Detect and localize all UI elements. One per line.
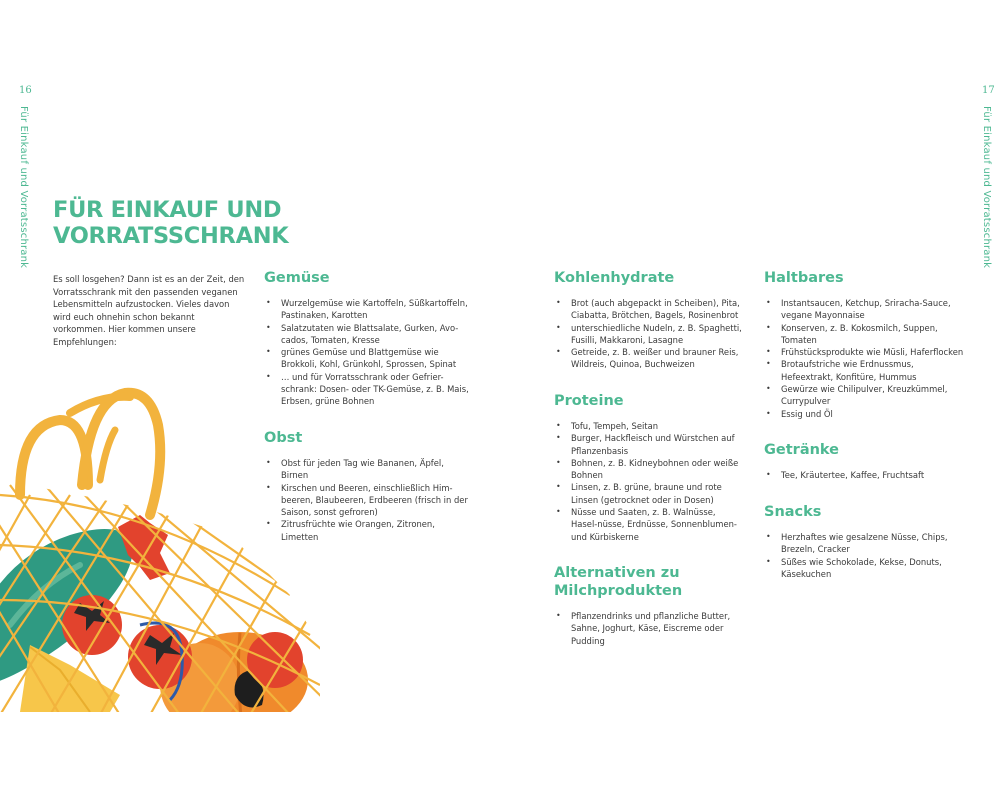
- list-item: • Zitrusfrüchte wie Orangen, Zitronen, Limetten: [264, 518, 469, 543]
- list-item: • Kirschen und Beeren, einschließlich Him-beeren, Blaubeeren, Erdbeeren (frisch in der Saison, sonst gefroren): [264, 482, 469, 519]
- list-item: • Brotaufstriche wie Erdnussmus, Hefeextrakt, Konfitüre, Hummus: [764, 358, 964, 383]
- list-getraenke: [764, 469, 964, 481]
- section-title-gemuese: Gemüse: [264, 270, 330, 286]
- page-number-right: 17: [982, 85, 995, 96]
- section-haltbares: [764, 269, 964, 420]
- list-item: • Nüsse und Saaten, z. B. Walnüsse, Hasel-nüsse, Erdnüsse, Sonnenblumen- und Kürbiskerne: [554, 506, 744, 543]
- list-haltbares: [764, 297, 964, 420]
- list-item: • Konserven, z. B. Kokosmilch, Suppen, Tomaten: [764, 322, 964, 347]
- list-item: • Getreide, z. B. weißer und brauner Reis, Wildreis, Quinoa, Buchweizen: [554, 346, 744, 371]
- list-item: • Essig und Öl: [764, 408, 964, 420]
- list-item: • Süßes wie Schokolade, Kekse, Donuts, Käsekuchen: [764, 556, 964, 581]
- page-title: [53, 197, 288, 249]
- section-kohlenhydrate: [554, 269, 744, 371]
- section-snacks: [764, 503, 964, 580]
- running-title-right: Für Einkauf und Vorratsschrank: [981, 106, 992, 269]
- section-title-proteine: Proteine: [554, 393, 624, 409]
- list-item: • Obst für jeden Tag wie Bananen, Äpfel, Birnen: [264, 457, 469, 482]
- section-title-haltbares: Haltbares: [764, 270, 844, 286]
- list-item: • Wurzelgemüse wie Kartoffeln, Süßkartoffeln, Pastinaken, Karotten: [264, 297, 469, 322]
- section-title-line-2: Milchprodukten: [554, 583, 683, 599]
- list-item: • Burger, Hackfleisch und Würstchen auf Pflanzenbasis: [554, 432, 744, 457]
- shopping-net-illustration: [0, 385, 320, 712]
- section-title-snacks: Snacks: [764, 504, 822, 520]
- section-title-getraenke: Getränke: [764, 442, 840, 458]
- lemon-shape: [20, 645, 120, 712]
- list-item: • Herzhaftes wie gesalzene Nüsse, Chips, Brezeln, Cracker: [764, 531, 964, 556]
- section-title-alternativen: [554, 564, 744, 600]
- list-item: • Gewürze wie Chilipulver, Kreuzkümmel, Currypulver: [764, 383, 964, 408]
- list-item: • … und für Vorratsschrank oder Gefrier-schrank: Dosen- oder TK-Gemüse, z. B. Mais, Erbsen, grüne Bohnen: [264, 371, 469, 408]
- list-item: • Bohnen, z. B. Kidneybohnen oder weiße Bohnen: [554, 457, 744, 482]
- list-item: • Tofu, Tempeh, Seitan: [554, 420, 744, 432]
- section-alternativen: [554, 564, 744, 647]
- list-item: • Pflanzendrinks und pflanzliche Butter, Sahne, Joghurt, Käse, Eiscreme oder Pudding: [554, 610, 744, 647]
- section-title-obst: Obst: [264, 430, 303, 446]
- section-getraenke: [764, 441, 964, 481]
- intro-paragraph: Es soll losgehen? Dann ist es an der Zeit, den Vorratsschrank mit den passenden veganen Lebensmitteln aufzustocken. Vieles davon wird euch ohnehin schon bekannt vorkommen. Hier kommen unsere Empfehlungen:: [53, 274, 245, 347]
- list-item: • unterschiedliche Nudeln, z. B. Spaghetti, Fusilli, Makkaroni, Lasagne: [554, 322, 744, 347]
- page-number-left: 16: [19, 85, 32, 96]
- section-proteine: [554, 392, 744, 543]
- running-title-left: Für Einkauf und Vorratsschrank: [18, 106, 29, 269]
- list-item: • Linsen, z. B. grüne, braune und rote Linsen (getrocknet oder in Dosen): [554, 481, 744, 506]
- page-title-line-1: FÜR EINKAUF UND: [53, 197, 282, 223]
- list-item: • Brot (auch abgepackt in Scheiben), Pita, Ciabatta, Brötchen, Bagels, Rosinenbrot: [554, 297, 744, 322]
- bag-handles: [20, 393, 160, 515]
- list-item: • grünes Gemüse und Blattgemüse wie Brokkoli, Kohl, Grünkohl, Sprossen, Spinat: [264, 346, 469, 371]
- list-proteine: [554, 420, 744, 543]
- list-item: • Tee, Kräutertee, Kaffee, Fruchtsaft: [764, 469, 964, 481]
- list-snacks: [764, 531, 964, 580]
- section-title-line-1: Alternativen zu: [554, 565, 680, 581]
- section-title-kohlenhydrate: Kohlenhydrate: [554, 270, 675, 286]
- list-kohlenhydrate: [554, 297, 744, 371]
- list-item: • Salatzutaten wie Blattsalate, Gurken, Avo-cados, Tomaten, Kresse: [264, 322, 469, 347]
- list-item: • Frühstücksprodukte wie Müsli, Haferflocken: [764, 346, 964, 358]
- list-item: • Instantsaucen, Ketchup, Sriracha-Sauce, vegane Mayonnaise: [764, 297, 964, 322]
- list-alternativen: [554, 610, 744, 647]
- page-title-line-2: VORRATSSCHRANK: [53, 223, 289, 249]
